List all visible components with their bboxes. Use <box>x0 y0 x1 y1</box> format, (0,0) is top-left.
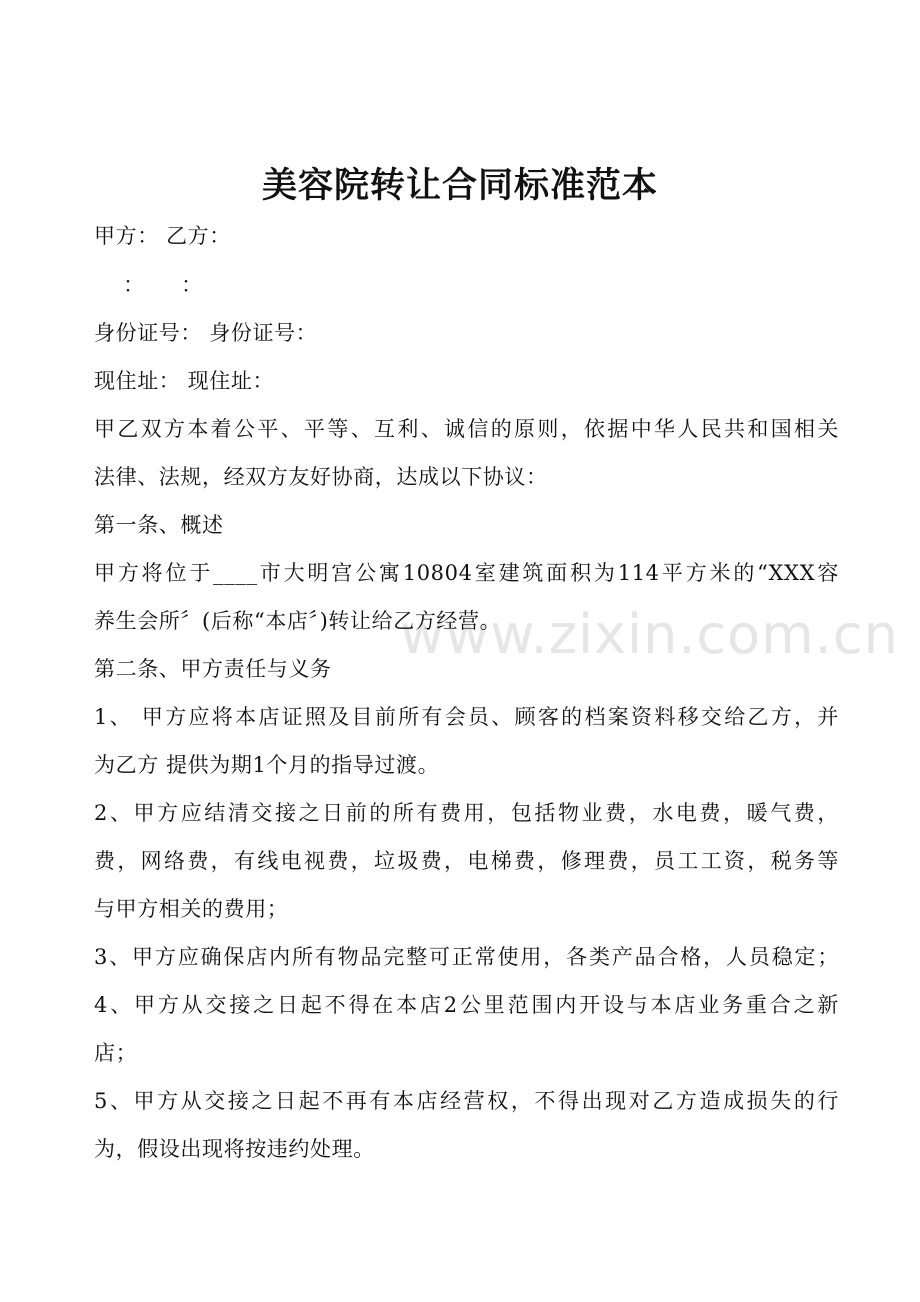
article-2-heading: 第二条、甲方责任与义务 <box>94 657 332 681</box>
id-number-line: 身份证号： 身份证号： <box>94 321 318 345</box>
clause-2-line-1: 2、甲方应结清交接之日前的所有费用，包括物业费，水电费，暖气费， <box>94 801 839 825</box>
document-title: 美容院转让合同标准范本 <box>261 165 658 206</box>
article-1-heading: 第一条、概述 <box>94 513 224 537</box>
address-line: 现住址： 现住址： <box>94 369 275 393</box>
clause-4-line-1: 4、甲方从交接之日起不得在本店2公里范围内开设与本店业务重合之新 <box>94 993 839 1017</box>
preamble-line-2: 法律、法规，经双方友好协商，达成以下协议： <box>94 465 548 489</box>
party-blank-line: ： ： <box>94 273 203 297</box>
clause-1-line-2: 为乙方 提供为期1个月的指导过渡。 <box>94 753 440 777</box>
preamble-line-1: 甲乙双方本着公平、平等、互利、诚信的原则，依据中华人民共和国相关 <box>94 417 839 441</box>
clause-5-line-1: 5、甲方从交接之日起不再有本店经营权，不得出现对乙方造成损失的行 <box>94 1089 839 1113</box>
clause-4-line-2: 店； <box>94 1041 138 1065</box>
watermark: www.zixin.com.cn <box>400 603 899 666</box>
clause-2-line-3: 与甲方相关的费用； <box>94 897 289 921</box>
clause-2-line-2: 费，网络费，有线电视费，垃圾费，电梯费，修理费，员工工资，税务等 <box>94 849 839 873</box>
party-names-line: 甲方： 乙方： <box>94 224 231 248</box>
clause-3-line-1: 3、甲方应确保店内所有物品完整可正常使用，各类产品合格，人员稳定； <box>94 945 839 969</box>
clause-1-line-1: 1、 甲方应将本店证照及目前所有会员、顾客的档案资料移交给乙方，并 <box>94 705 839 729</box>
article-1-line-1: 甲方将位于____市大明宫公寓10804室建筑面积为114平方米的“XXX容 <box>94 561 839 585</box>
article-1-line-2: 养生会所〞(后称“本店〞)转让给乙方经营。 <box>94 609 502 633</box>
clause-5-line-2: 为，假设出现将按违约处理。 <box>94 1137 375 1161</box>
